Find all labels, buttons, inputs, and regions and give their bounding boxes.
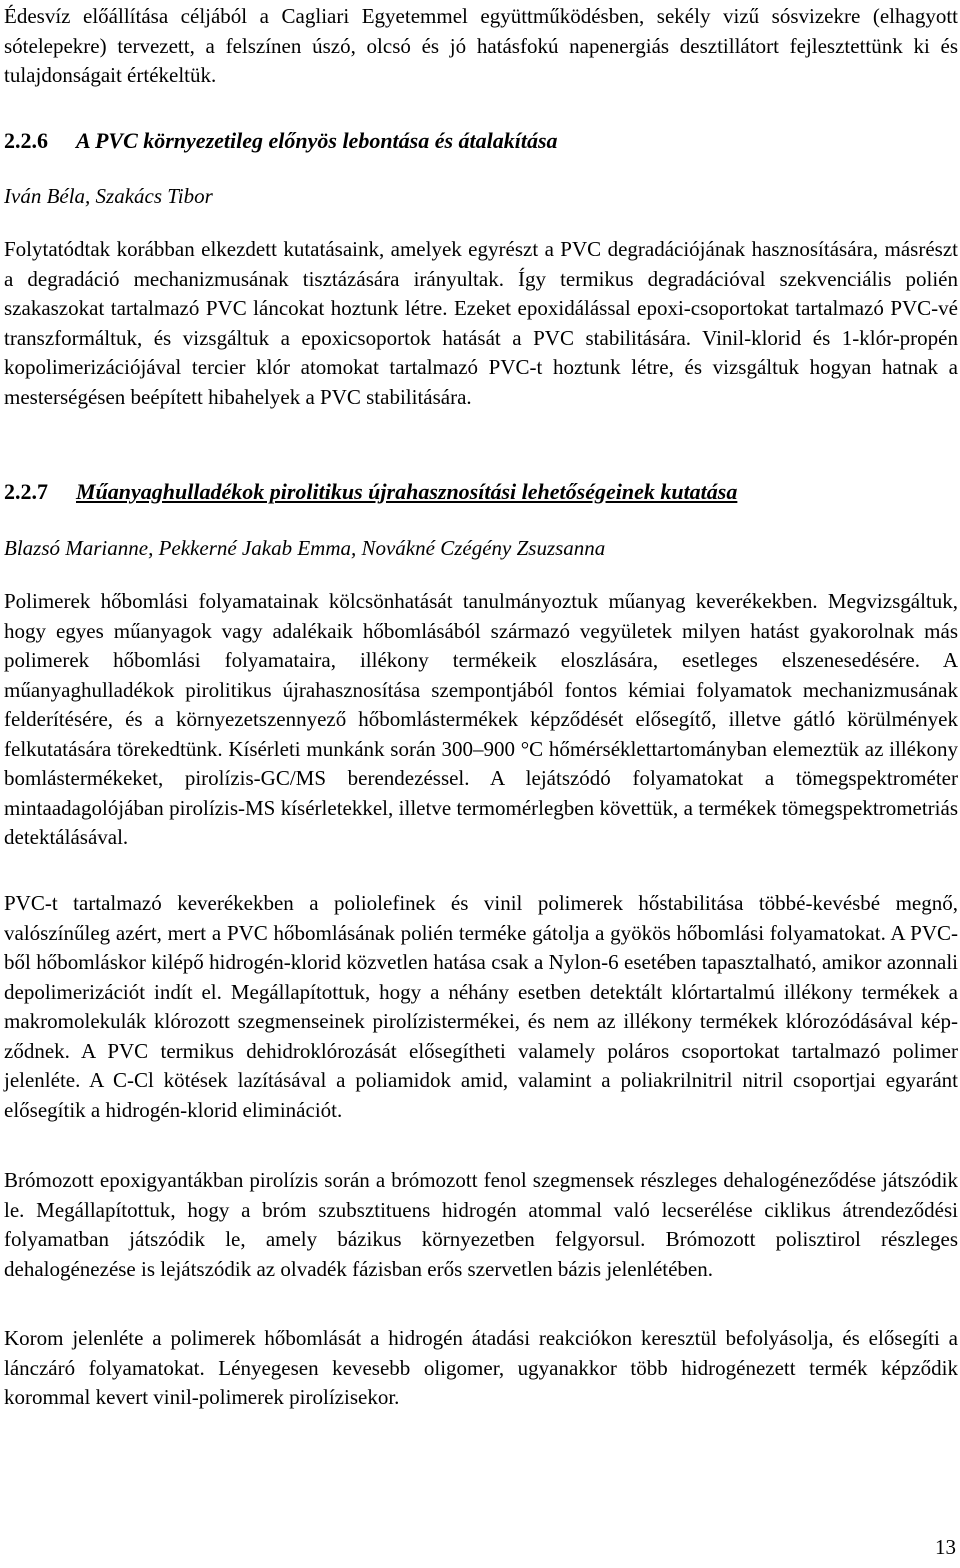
section-number: 2.2.6 bbox=[4, 128, 48, 153]
intro-paragraph: Édesvíz előállítása céljából a Cagliari Egyetemmel együttműködésben, sekély vizű sósvizekre (elhagyott sótelepekre) tervezett, a felszínen úszó, olcsó és jó hatásfokú napenergiás desztillátort fejlesztettünk ki és tulajdonságait értékeltük. bbox=[4, 4, 958, 87]
body-paragraph: Polimerek hőbomlási folyamatainak kölcsönhatását tanulmányoztuk műanyag keverékekben. Megvizsgáltuk, hogy egyes műanyagok vagy adalékaik hőbomlásából származó vegyületek milyen hatást gyakorolnak más polimerek hőbomlási folyamataira, illékony termékeik eloszlására, esetleges elszenesedésére. A műanyaghulladékok pirolitikus újrahasznosítása szempontjából fontos kémiai folyamatok mechanizmusának felderítésére, és a környezetszennyező hőbomlástermékek képződését elősegítő, illetve gátló körülmények felkutatására törekedtünk. Kísérleti munkánk során 300–900 °C hőmérséklettartományban elemeztük az illékony bomlástermékeket, pirolízis-GC/MS berendezéssel. A lejátszódó folyamatokat a tömegspektrométer mintaadagolójában pirolízis-MS kísérletekkel, illetve termomérlegben követtük, a termékek tömegspektrometriás detektálásával. bbox=[4, 589, 958, 849]
section-heading-2-2-7 bbox=[4, 477, 958, 507]
body-paragraph: Folytatódtak korábban elkezdett kutatásaink, amelyek egyrészt a PVC degradációjának hasznosítására, másrészt a degradáció mechanizmusának tisztázására irányultak. Így termikus degradációval szekvenciális polién szakaszokat tartalmazó PVC láncokat hoztunk létre. Ezeket epoxidálással epoxi-csoportokat tartalmazó PVC-vé transzformáltuk, és vizsgáltuk a epoxicsoportok hatását a PVC stabilitására. Vinil-klorid és 1-klór-propén kopolimerizációjával tercier klór atomokat tartalmazó PVC-t hoztunk létre, és vizsgáltuk hogyan hatnak a mesterségésen beépített hibahelyek a PVC stabilitására. bbox=[4, 237, 958, 409]
section-authors: Blazsó Marianne, Pekkerné Jakab Emma, Novákné Czégény Zsuzsanna bbox=[4, 536, 606, 560]
body-paragraph: PVC-t tartalmazó keverékekben a poliolefinek és vinil polimerek hőstabilitása többé-kevésbé megnő, valószínűleg azért, mert a PVC hőbomlásának polién terméke gátolja a gyökös hőbomlási folyamatokat. A PVC-ből hőbomláskor kilépő hidrogén-klorid közvetlen hatása csak a Nylon-6 esetében tapasztalható, amikor azonnali depolimerizációt indít el. Megállapítottuk, hogy a néhány esetben detektált klórtartalmú illékony termékek a makromolekulák klórozott szegmenseinek pirolízistermékei, és nem az illékony termékek klórozódásával képződnek. A PVC termikus dehidroklórozását elősegítheti valamely poláros csoportokat tartalmazó polimer jelenléte. A C-Cl kötések lazításával a poliamidok amid, valamint a poliakrilnitril nitril csoportjai egyaránt elősegítik a hidrogén-klorid eliminációt. bbox=[4, 891, 958, 1122]
section-title: Műanyaghulladékok pirolitikus újrahasznosítási lehetőségeinek kutatása bbox=[76, 479, 738, 504]
section-title: A PVC környezetileg előnyös lebontása és átalakítása bbox=[76, 128, 558, 153]
section-authors: Iván Béla, Szakács Tibor bbox=[4, 184, 213, 208]
section-number: 2.2.7 bbox=[4, 479, 48, 504]
section-heading-2-2-6 bbox=[4, 126, 958, 156]
page-number: 13 bbox=[935, 1535, 956, 1559]
body-paragraph: Brómozott epoxigyantákban pirolízis során a brómozott fenol szegmensek részleges dehalogéneződése játszódik le. Megállapítottuk, hogy a bróm szubsztituens hidrogén atommal való lecserélése ciklikus átrendeződési folyamatban játszódik le, amely bázikus környezetben felgyorsul. Brómozott polisztirol részleges dehalogénezése is lejátszódik az olvadék fázisban erős szervetlen bázis jelenlétében. bbox=[4, 1168, 958, 1281]
body-paragraph: Korom jelenléte a polimerek hőbomlását a hidrogén átadási reakciókon keresztül befolyásolja, és elősegíti a lánczáró folyamatokat. Lényegesen kevesebb oligomer, ugyanakkor több hidrogénezett termék képződik korommal kevert vinil-polimerek pirolízisekor. bbox=[4, 1326, 958, 1409]
